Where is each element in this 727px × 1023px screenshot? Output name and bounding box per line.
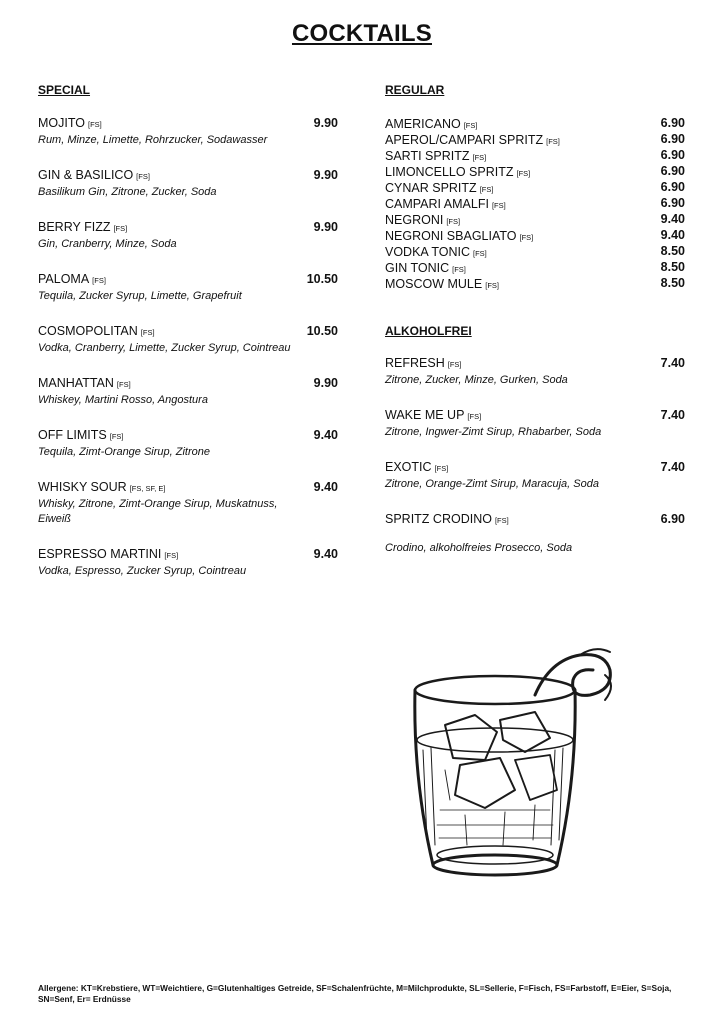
item-tag: [FS] bbox=[164, 551, 179, 560]
item-name: WHISKY SOUR bbox=[38, 480, 127, 494]
item-name: CAMPARI AMALFI bbox=[385, 197, 489, 211]
item-tag: [FS] bbox=[519, 233, 534, 242]
special-list bbox=[38, 115, 338, 598]
section-heading-alkoholfrei: ALKOHOLFREI bbox=[385, 324, 472, 338]
item-tag: [FS] bbox=[516, 169, 531, 178]
page-title: COCKTAILS bbox=[291, 20, 432, 47]
regular-list bbox=[385, 115, 685, 291]
item-tag: [FS] bbox=[136, 172, 150, 181]
item-tag: [FS] bbox=[452, 265, 466, 274]
menu-item bbox=[385, 163, 685, 179]
item-description: Whiskey, Martini Rosso, Angostura bbox=[38, 394, 208, 406]
item-price: 6.90 bbox=[660, 148, 685, 162]
item-price: 9.90 bbox=[313, 116, 338, 130]
item-name: GIN & BASILICO bbox=[38, 168, 134, 182]
menu-item bbox=[385, 211, 685, 227]
item-tag: [FS] bbox=[546, 137, 560, 146]
item-tag: [FS] bbox=[494, 516, 509, 525]
item-name: SARTI SPRITZ bbox=[385, 149, 470, 163]
menu-item bbox=[385, 275, 685, 291]
menu-item bbox=[38, 427, 338, 460]
item-price: 9.90 bbox=[313, 376, 338, 390]
item-name: APEROL/CAMPARI SPRITZ bbox=[385, 133, 544, 147]
menu-item bbox=[385, 227, 685, 243]
item-price: 10.50 bbox=[306, 272, 338, 286]
item-description: Zitrone, Zucker, Minze, Gurken, Soda bbox=[385, 374, 568, 386]
item-description: Tequila, Zimt-Orange Sirup, Zitrone bbox=[38, 446, 210, 458]
item-description: Zitrone, Orange-Zimt Sirup, Maracuja, Soda bbox=[385, 478, 599, 490]
item-name: MOJITO bbox=[38, 116, 85, 130]
item-price: 9.40 bbox=[313, 428, 338, 442]
item-tag: [FS] bbox=[491, 201, 506, 210]
item-description: Vodka, Espresso, Zucker Syrup, Cointreau bbox=[38, 565, 247, 577]
menu-item bbox=[38, 219, 338, 252]
item-tag: [FS] bbox=[447, 360, 462, 369]
item-name: MOSCOW MULE bbox=[385, 277, 483, 291]
item-description: Rum, Minze, Limette, Rohrzucker, Sodawasser bbox=[38, 134, 268, 146]
item-tag: [FS] bbox=[109, 432, 124, 441]
item-description: Basilikum Gin, Zitrone, Zucker, Soda bbox=[38, 186, 217, 198]
item-description: Gin, Cranberry, Minze, Soda bbox=[38, 238, 177, 250]
item-tag: [FS] bbox=[472, 249, 487, 258]
menu-item bbox=[38, 375, 338, 408]
item-name: REFRESH bbox=[385, 356, 445, 370]
section-heading-special: SPECIAL bbox=[38, 83, 91, 97]
item-tag: [FS] bbox=[485, 281, 499, 290]
menu-item bbox=[385, 179, 685, 195]
item-name: AMERICANO bbox=[385, 117, 461, 131]
menu-item bbox=[38, 167, 338, 200]
menu-item bbox=[385, 115, 685, 131]
item-tag: [FS] bbox=[434, 464, 449, 473]
item-price: 9.40 bbox=[313, 547, 338, 561]
item-tag: [FS, SF, E] bbox=[129, 484, 166, 493]
item-tag: [FS] bbox=[446, 217, 461, 226]
menu-item bbox=[385, 259, 685, 275]
menu-item bbox=[38, 115, 338, 148]
item-name: NEGRONI bbox=[385, 213, 444, 227]
item-name: EXOTIC bbox=[385, 460, 432, 474]
alkoholfrei-list bbox=[385, 355, 685, 575]
item-name: MANHATTAN bbox=[38, 376, 114, 390]
item-price: 9.90 bbox=[313, 220, 338, 234]
item-price: 6.90 bbox=[660, 164, 685, 178]
item-price: 7.40 bbox=[660, 356, 685, 370]
item-price: 8.50 bbox=[660, 244, 685, 258]
item-name: WAKE ME UP bbox=[385, 408, 465, 422]
menu-item bbox=[38, 271, 338, 304]
item-name: SPRITZ CRODINO bbox=[385, 512, 492, 526]
item-name: COSMOPOLITAN bbox=[38, 324, 138, 338]
menu-item bbox=[385, 195, 685, 211]
menu-item bbox=[385, 511, 685, 556]
item-price: 9.40 bbox=[660, 228, 685, 242]
item-description: Crodino, alkoholfreies Prosecco, Soda bbox=[385, 542, 573, 554]
item-price: 6.90 bbox=[660, 132, 685, 146]
menu-item bbox=[385, 131, 685, 147]
item-price: 10.50 bbox=[306, 324, 338, 338]
item-price: 8.50 bbox=[660, 260, 685, 274]
item-name: BERRY FIZZ bbox=[38, 220, 111, 234]
item-tag: [FS] bbox=[92, 276, 106, 285]
item-tag: [FS] bbox=[463, 121, 478, 130]
item-price: 9.90 bbox=[313, 168, 338, 182]
item-name: ESPRESSO MARTINI bbox=[38, 547, 162, 561]
item-tag: [FS] bbox=[472, 153, 487, 162]
cocktail-glass-illustration bbox=[405, 640, 625, 880]
item-price: 9.40 bbox=[313, 480, 338, 494]
menu-item bbox=[385, 147, 685, 163]
item-price: 6.90 bbox=[660, 180, 685, 194]
item-tag: [FS] bbox=[88, 120, 102, 129]
item-description: Vodka, Cranberry, Limette, Zucker Syrup, Cointreau bbox=[38, 342, 291, 354]
menu-item bbox=[385, 355, 685, 388]
item-description: Zitrone, Ingwer-Zimt Sirup, Rhabarber, Soda bbox=[385, 426, 602, 438]
item-price: 6.90 bbox=[660, 196, 685, 210]
allergen-footnote: Allergene: KT=Krebstiere, WT=Weichtiere, G=Glutenhaltiges Getreide, SF=Schalenfrüchte, M=Milchprodukte, SL=Sellerie, F=Fisch, FS=Farbstoff, E=Eier, S=Soja, SN=Senf, Er= Erdnüsse bbox=[38, 983, 672, 1004]
item-tag: [FS] bbox=[116, 380, 131, 389]
item-price: 6.90 bbox=[660, 512, 685, 526]
menu-item bbox=[38, 546, 338, 579]
item-description: Tequila, Zucker Syrup, Limette, Grapefruit bbox=[38, 290, 242, 302]
menu-item bbox=[38, 479, 338, 527]
menu-item bbox=[385, 243, 685, 259]
item-price: 9.40 bbox=[660, 212, 685, 226]
menu-item bbox=[38, 323, 338, 356]
menu-item bbox=[385, 459, 685, 492]
item-name: NEGRONI SBAGLIATO bbox=[385, 229, 517, 243]
item-tag: [FS] bbox=[467, 412, 482, 421]
item-name: GIN TONIC bbox=[385, 261, 450, 275]
item-name: CYNAR SPRITZ bbox=[385, 181, 477, 195]
menu-item bbox=[385, 407, 685, 440]
item-tag: [FS] bbox=[140, 328, 155, 337]
item-name: VODKA TONIC bbox=[385, 245, 470, 259]
item-name: OFF LIMITS bbox=[38, 428, 107, 442]
item-description: Whisky, Zitrone, Zimt-Orange Sirup, Muskatnuss, Eiweiß bbox=[38, 498, 278, 525]
item-name: PALOMA bbox=[38, 272, 90, 286]
item-tag: [FS] bbox=[113, 224, 128, 233]
item-price: 8.50 bbox=[660, 276, 685, 290]
section-heading-regular: REGULAR bbox=[385, 83, 445, 97]
item-price: 7.40 bbox=[660, 460, 685, 474]
item-price: 6.90 bbox=[660, 116, 685, 130]
item-price: 7.40 bbox=[660, 408, 685, 422]
item-tag: [FS] bbox=[479, 185, 494, 194]
item-name: LIMONCELLO SPRITZ bbox=[385, 165, 514, 179]
